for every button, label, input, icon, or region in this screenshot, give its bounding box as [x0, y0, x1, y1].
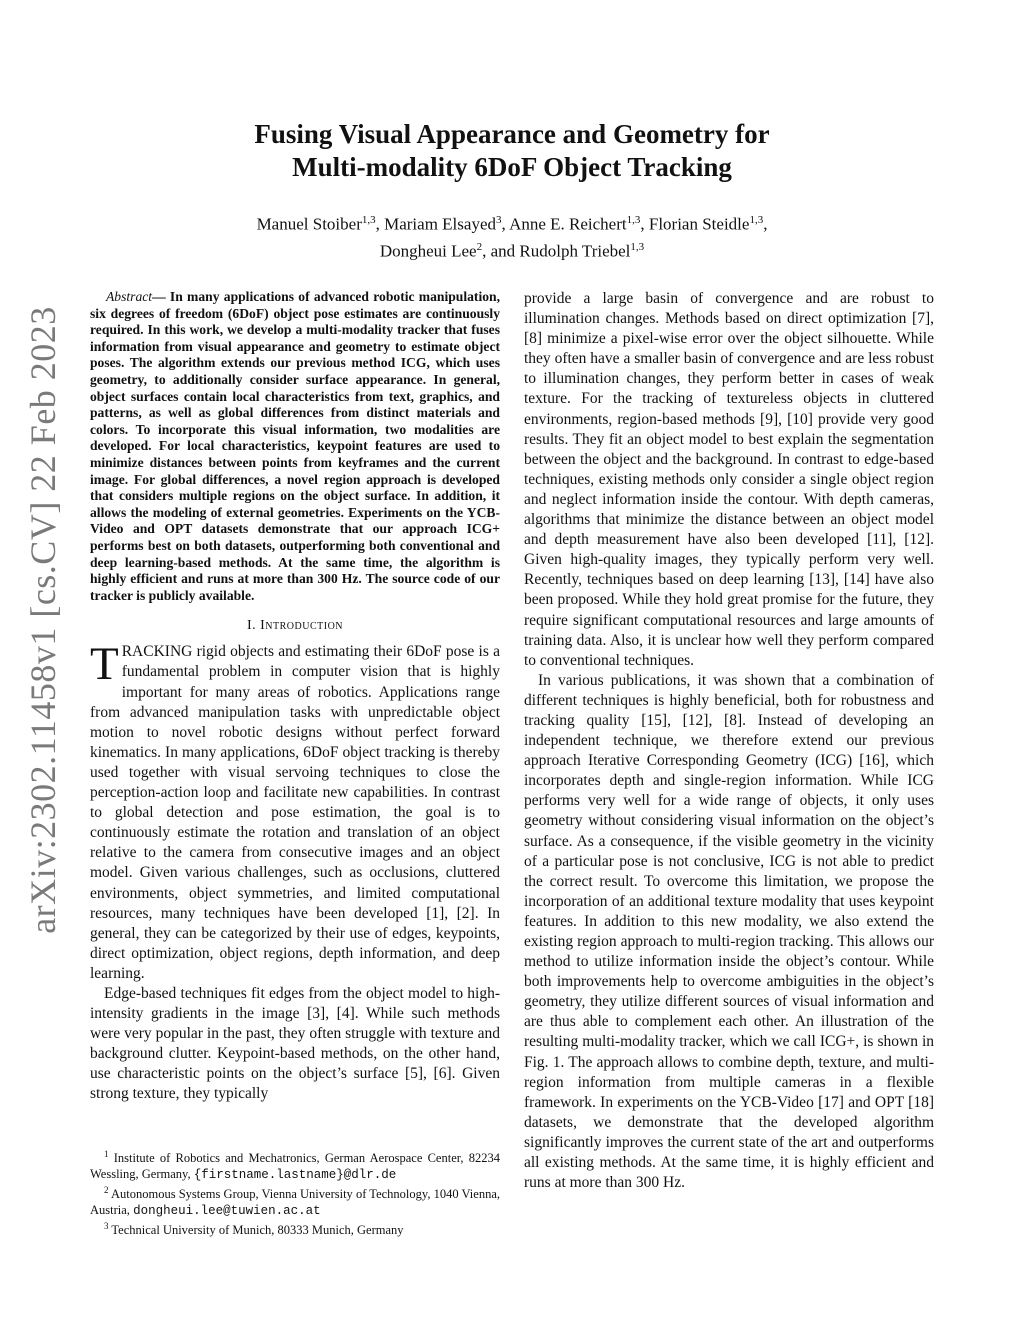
footnote-email: {firstname.lastname}@dlr.de: [193, 1167, 397, 1182]
abstract: [90, 289, 500, 604]
footnote-mark: 1: [104, 1149, 109, 1159]
footnote-text: Technical University of Munich, 80333 Munich, Germany: [111, 1223, 404, 1238]
right-paragraph-2: In various publications, it was shown that a combination of different techniques is highly beneficial, both for robustness and tracking quality [15], [12], [8]. Instead of developing an independent technique, we therefore extend our previous approach Iterative Corresponding Geometry (ICG) [16], which incorporates depth and single-region information. While ICG performs very well for a wide range of objects, it only uses geometry without considering visual information on the object’s surface. As a consequence, if the visible geometry in the vicinity of a particular pose is not conclusive, ICG is not able to predict the correct result. To overcome this limitation, we propose the incorporation of an additional texture modality that uses keypoint features. In addition to this new modality, we also extend the existing region approach to multi-region tracking. This allows our method to utilize information inside the object’s contour. While both improvements help to overcome ambiguities in the object’s geometry, they utilize different sources of visual information and are thus able to complement each other. An illustration of the resulting multi-modality tracker, which we call ICG+, is shown in Fig. 1. The approach allows to combine depth, texture, and multi-region information from multiple cameras in a flexible framework. In experiments on the YCB-Video [17] and OPT [18] datasets, we demonstrate that the developed algorithm significantly improves the current state of the art and outperforms all existing methods. At the same time, it is highly efficient and runs at more than 300 Hz.: [524, 671, 934, 1192]
arxiv-identifier: arXiv:2302.11458v1 [cs.CV] 22 Feb 2023: [23, 306, 63, 934]
footnote-1: [90, 1147, 500, 1183]
author-name: Manuel Stoiber: [256, 214, 362, 234]
author-affiliation: 1,3: [626, 214, 641, 226]
title-line-1: Fusing Visual Appearance and Geometry for: [254, 119, 770, 149]
author-affiliation: 2: [476, 240, 483, 253]
left-column: [90, 289, 500, 1105]
section-heading-introduction: I. Introduction: [246, 618, 344, 634]
footnote-email: dongheui.lee@tuwien.ac.at: [133, 1203, 321, 1218]
footnote-2: [90, 1183, 500, 1219]
author-separator: ,: [501, 214, 510, 234]
author-list: [0, 209, 1024, 262]
author-name: Anne E. Reichert: [509, 214, 627, 234]
author-name: Rudolph Triebel: [519, 241, 631, 261]
author-separator: ,: [640, 214, 649, 234]
author-affiliation: 1,3: [749, 214, 764, 226]
footnote-mark: 2: [104, 1185, 109, 1196]
author-name: Florian Steidle: [648, 214, 750, 234]
intro-paragraph-2: Edge-based techniques fit edges from the object model to high-intensity gradients in the image [3], [4]. While such methods were very popular in the past, they often struggle with texture and background clutter. Keypoint-based methods, on the other hand, use characteristic points on the object’s surface [5], [6]. Given strong texture, they typically: [90, 984, 500, 1103]
abstract-text: — In many applications of advanced robotic manipulation, six degrees of freedom (6DoF) object pose estimates are continuously required. In this work, we develop a multi-modality tracker that fuses information from visual appearance and geometry to estimate object poses. The algorithm extends our previous method ICG, which uses geometry, to additionally consider surface appearance. In general, object surfaces contain local characteristics from text, graphics, and patterns, as well as global differences from distinct materials and colors. To incorporate this visual information, two modalities are developed. For local characteristics, keypoint features are used to minimize distances between points from keyframes and the current image. For global differences, a novel region approach is developed that considers multiple regions on the object surface. In addition, it allows the modeling of external geometries. Experiments on the YCB-Video and OPT datasets demonstrate that our approach ICG+ performs best on both datasets, outperforming both conventional and deep learning-based methods. At the same time, the algorithm is highly efficient and runs at more than 300 Hz. The source code of our tracker is publicly available.: [90, 289, 500, 603]
author-name: Mariam Elsayed: [384, 214, 496, 234]
author-separator: ,: [375, 214, 385, 234]
right-column: [524, 289, 934, 1193]
author-line-1: [0, 209, 1024, 236]
drop-cap: T: [90, 638, 119, 691]
intro-paragraph-1: [90, 638, 500, 984]
author-affiliation: 3: [496, 214, 502, 226]
footnote-3: [90, 1219, 500, 1239]
title-line-2: Multi-modality 6DoF Object Tracking: [292, 152, 732, 182]
paper-title: [0, 118, 1024, 184]
author-separator: ,: [763, 214, 768, 234]
footnote-mark: 3: [104, 1221, 109, 1232]
right-paragraph-1: provide a large basin of convergence and are robust to illumination changes. Methods based on direct optimization [7], [8] minimize a pixel-wise error over the object silhouette. While they often have a smaller basin of convergence and are less robust to illumination changes, they perform better in cases of weak texture. For the tracking of textureless objects in cluttered environments, region-based methods [9], [10] provide very good results. They fit an object model to best explain the segmentation between the object and the background. In contrast to edge-based techniques, existing methods only consider a single object region and neglect information inside the contour. With depth cameras, algorithms that minimize the distance between an object model and depth measurement have also been developed [11], [12]. Given high-quality images, they typically perform very well. Recently, techniques based on deep learning [13], [14] have also been proposed. While they hold great promise for the future, they require significant computational resources and large amounts of training data. Also, it is unclear how well they perform compared to conventional techniques.: [524, 290, 934, 669]
author-line-2: [0, 236, 1024, 263]
abstract-label: Abstract: [106, 289, 153, 304]
author-separator: , and: [482, 241, 520, 261]
intro-paragraph-1-text: RACKING rigid objects and estimating their 6DoF pose is a fundamental problem in computer vision that is highly important for many areas of robotics. Applications range from advanced manipulation tasks with unpredictable object motion to novel robotic designs without perfect forward kinematics. In many applications, 6DoF object tracking is thereby used together with visual servoing techniques to close the perception-action loop and facilitate new capabilities. In contrast to global detection and pose estimation, the goal is to continuously estimate the rotation and translation of an object relative to the camera from consecutive images and an object model. Given various challenges, such as occlusions, cluttered environments, object symmetries, and limited computational resources, many techniques have been developed [1], [2]. In general, they can be categorized by their use of edges, keypoints, direct optimization, object regions, depth information, and deep learning.: [90, 643, 500, 982]
footnotes: [90, 1147, 500, 1239]
author-name: Dongheui Lee: [379, 241, 477, 261]
footnote-text: Institute of Robotics and Mechatronics, German Aerospace Center, 82234 Wessling, Germany,: [90, 1151, 500, 1181]
author-affiliation: 1,3: [361, 214, 376, 226]
footnote-text: Autonomous Systems Group, Vienna University of Technology, 1040 Vienna, Austria,: [90, 1187, 500, 1217]
author-affiliation: 1,3: [630, 240, 645, 253]
